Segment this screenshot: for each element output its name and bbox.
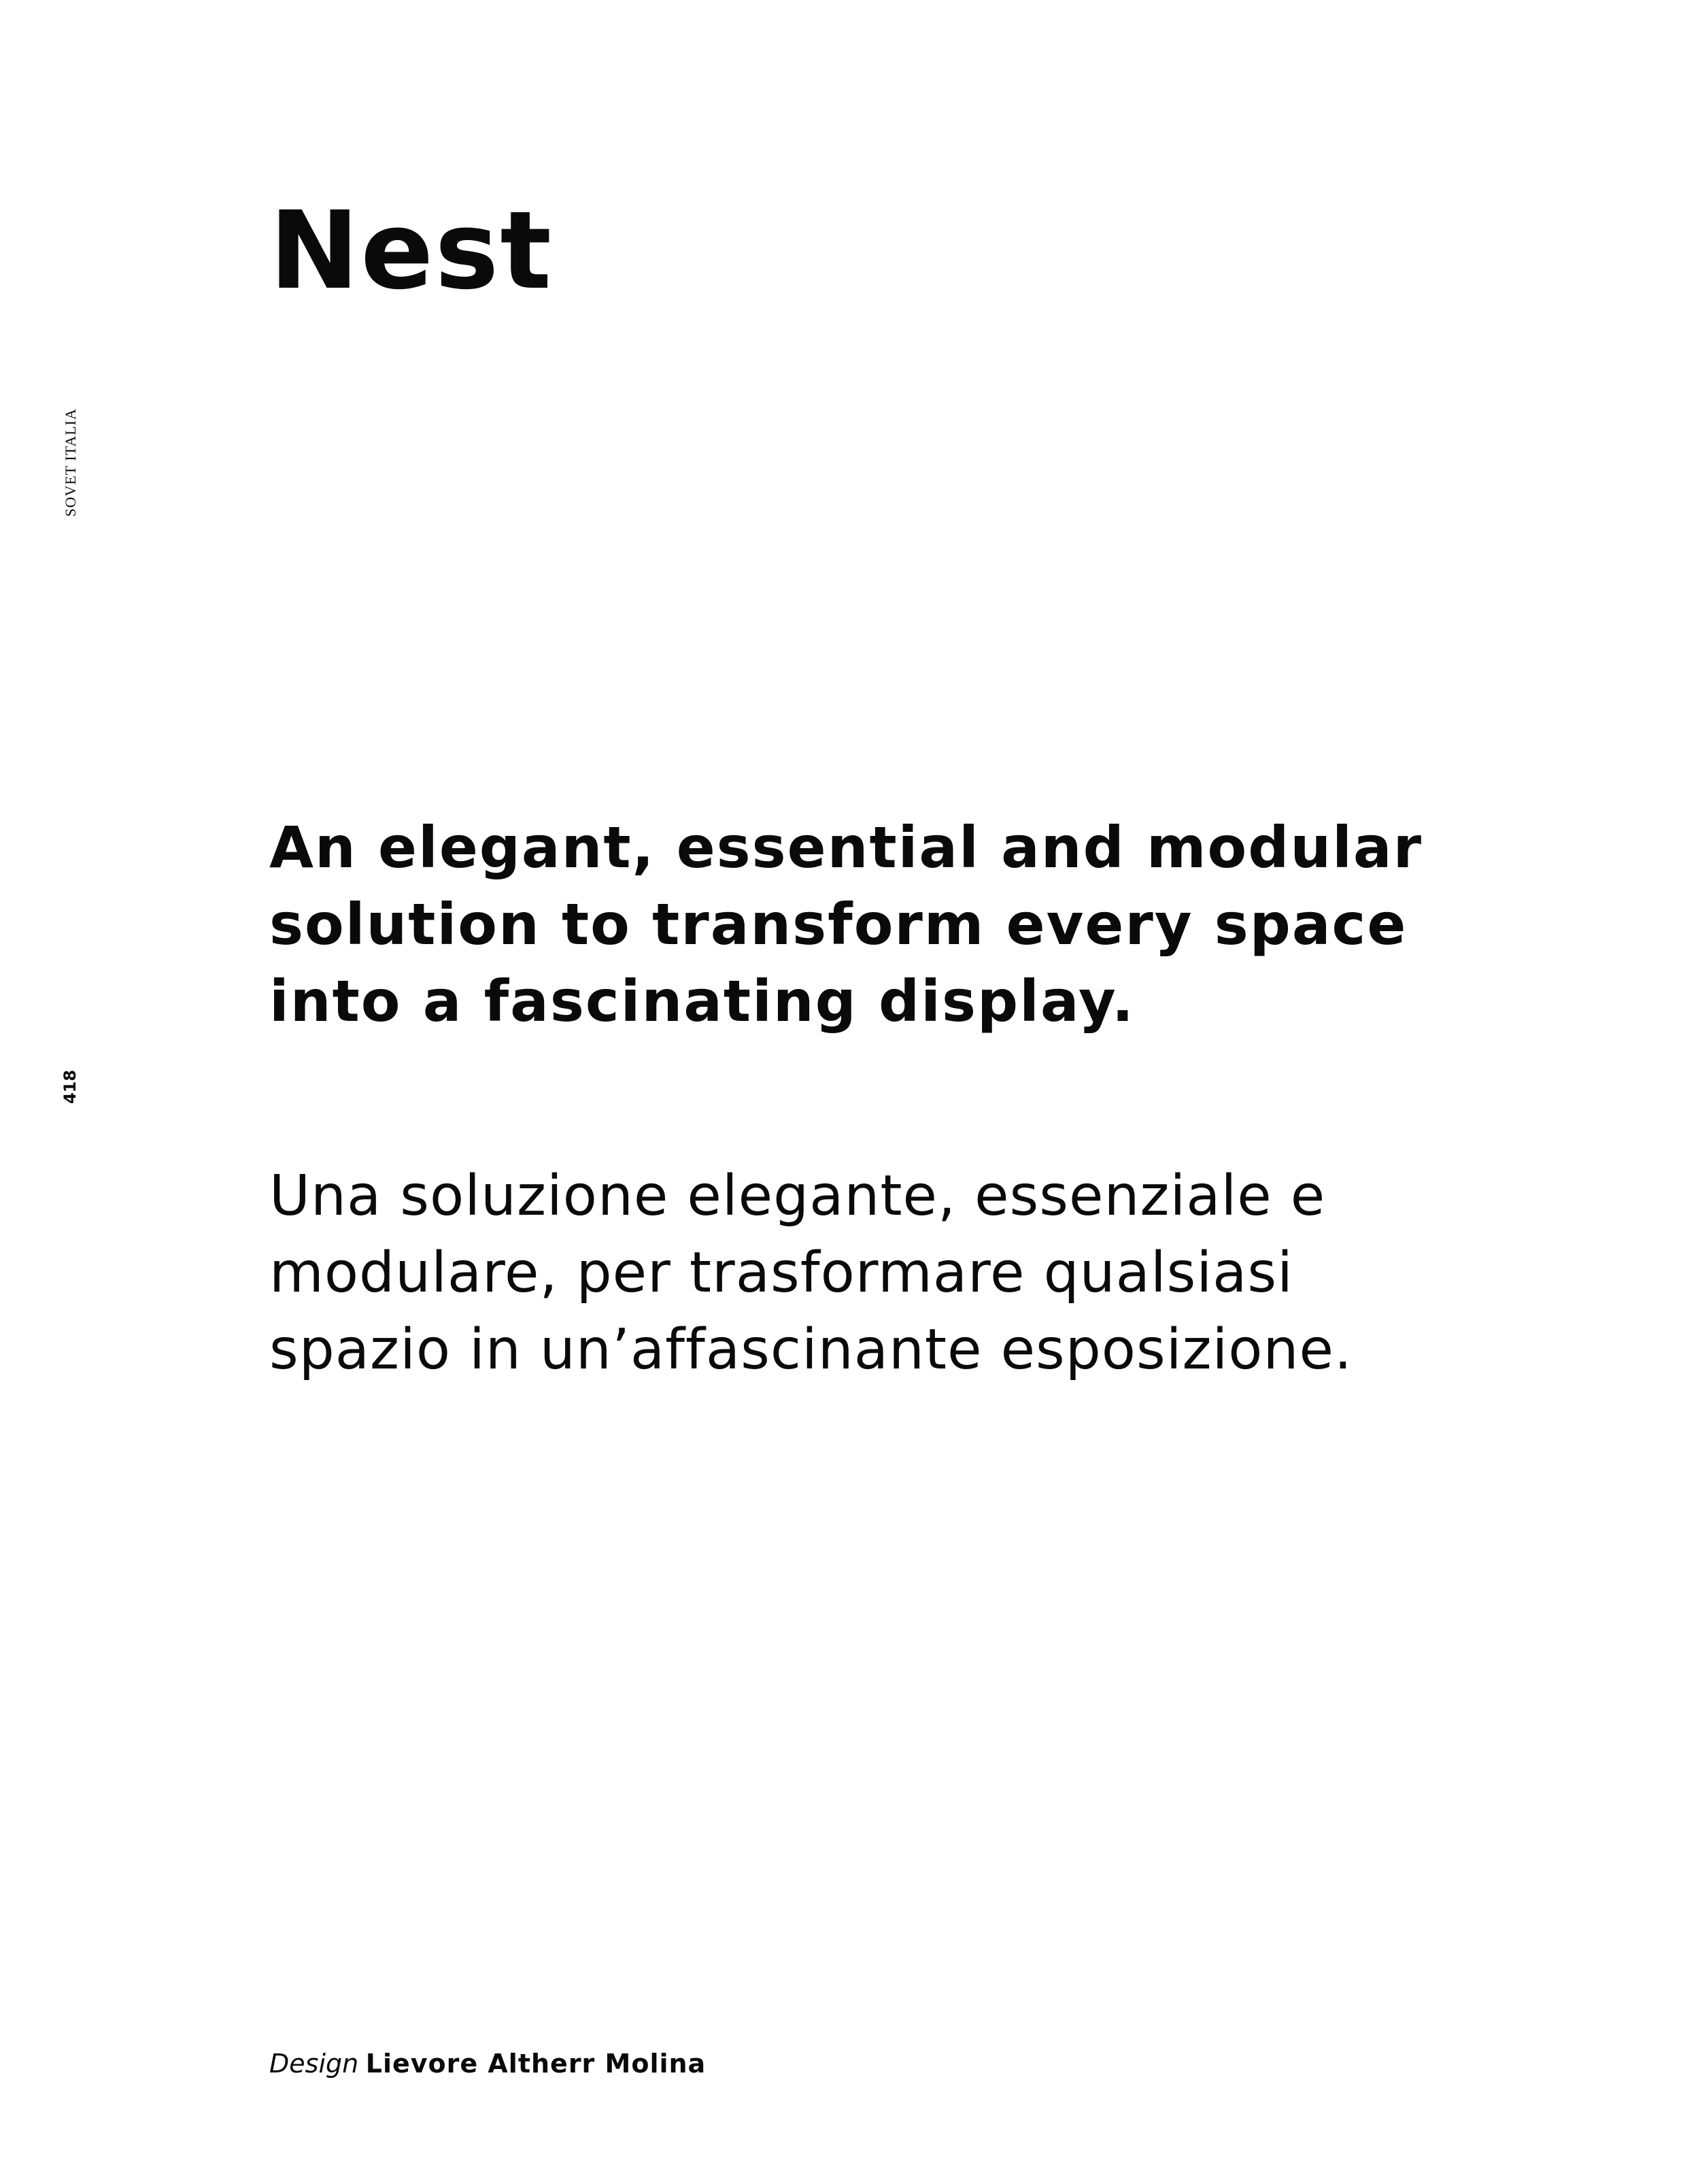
design-credit bbox=[269, 2047, 706, 2081]
lead-italian-line: Una soluzione elegante, essenziale e bbox=[269, 1164, 1326, 1228]
side-brand-label bbox=[60, 394, 82, 531]
lead-italian bbox=[269, 1158, 1493, 1388]
page-number bbox=[58, 1066, 82, 1107]
credit-designer: Lievore Altherr Molina bbox=[365, 2049, 707, 2079]
brand-text: SOVET ITALIA bbox=[62, 408, 79, 517]
lead-english-line: An elegant, essential and modular bbox=[269, 814, 1423, 881]
lead-english-line: solution to transform every space bbox=[269, 891, 1408, 958]
lead-english bbox=[269, 809, 1493, 1040]
lead-italian-line: modulare, per trasformare qualsiasi bbox=[269, 1241, 1293, 1305]
credit-label: Design bbox=[269, 2049, 359, 2079]
page-number-text: 418 bbox=[61, 1069, 80, 1105]
lead-italian-line: spazio in un’affascinante esposizione. bbox=[269, 1317, 1353, 1382]
page-title: Nest bbox=[269, 188, 553, 314]
lead-english-line: into a fascinating display. bbox=[269, 968, 1135, 1035]
